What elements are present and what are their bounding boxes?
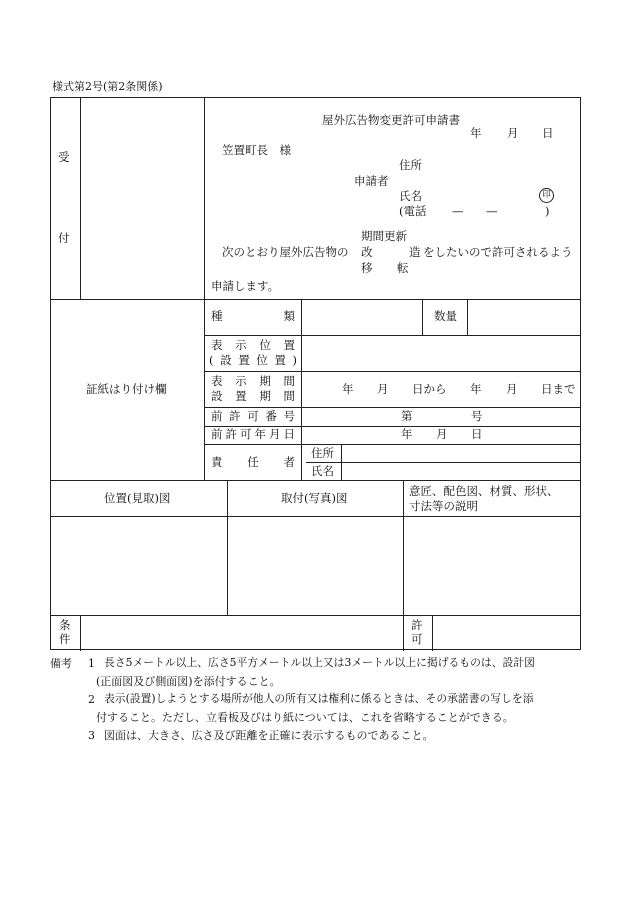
- applicant-label: 申請者: [354, 174, 389, 188]
- period-start-month: 月: [377, 382, 389, 396]
- position-drawing-area[interactable]: [51, 517, 227, 615]
- phone-label: (電話: [399, 204, 427, 218]
- location-label-line-2: ( 設 置 位 置 ): [209, 353, 297, 367]
- rule-period-row: [204, 407, 580, 408]
- period-label-line-1: 表 示 期 間: [211, 374, 295, 388]
- location-label-line-1: 表 示 位 置: [211, 338, 295, 352]
- addressee: 笠置町長 様: [222, 143, 291, 157]
- location-value-field[interactable]: [302, 336, 580, 371]
- period-end-month: 月: [506, 382, 518, 396]
- prev-permit-number-label: 前 許 可 番 号: [211, 409, 295, 423]
- quantity-value-field[interactable]: [468, 300, 580, 335]
- note-3-line-1: 図面は、大きさ、広さ及び距離を正確に表示するものであること。: [104, 729, 434, 742]
- conditions-label-2: 件: [59, 632, 71, 646]
- prev-permit-date-month: 月: [436, 427, 448, 441]
- note-2-line-1: 表示(設置)しようとする場所が他人の所有又は権利に係るときは、その承諾書の写しを添: [104, 692, 534, 705]
- position-drawing-label: 位置(見取)図: [104, 491, 171, 505]
- kind-value-field[interactable]: [302, 300, 422, 335]
- note-2-line-2: 付すること。ただし、立看板及びはり紙については、これを省略することができる。: [96, 711, 514, 724]
- manager-name-field[interactable]: [342, 463, 580, 480]
- phone-dash-1: —: [452, 204, 464, 218]
- rule-details-bottom: [51, 480, 580, 481]
- form-number-title: 様式第2号(第2条関係): [52, 80, 163, 93]
- manager-label: 責 任 者: [211, 455, 295, 469]
- design-label-line-1: 意匠、配色図、材質、形状、: [409, 484, 559, 498]
- note-2-number: 2: [88, 693, 95, 706]
- body-line-2: 申請します。: [211, 279, 280, 293]
- period-end-day: 日まで: [541, 382, 576, 396]
- note-1-line-2: (正面図及び側面図)を添付すること。: [96, 675, 281, 688]
- manager-name-label: 氏名: [311, 464, 334, 478]
- option-alter-2: 造: [409, 245, 421, 259]
- permit-field[interactable]: [433, 616, 580, 651]
- date-day-label: 日: [542, 126, 554, 140]
- prev-permit-date-year: 年: [401, 427, 413, 441]
- conditions-field[interactable]: [81, 616, 403, 651]
- option-renew: 期間更新: [361, 229, 407, 243]
- kind-label: 種 類: [211, 309, 295, 323]
- seal-mark: 印: [539, 188, 554, 203]
- design-description-area[interactable]: [404, 517, 580, 615]
- prev-permit-number-prefix: 第: [401, 409, 413, 423]
- mounting-drawing-area[interactable]: [228, 517, 403, 615]
- applicant-name-label: 氏名: [399, 189, 422, 203]
- conditions-label-1: 条: [59, 618, 71, 632]
- rule-location-row: [204, 371, 580, 372]
- receipt-field[interactable]: [81, 98, 204, 299]
- option-move-2: 転: [397, 261, 409, 275]
- period-start-day: 日から: [412, 382, 447, 396]
- receipt-label-top: 受: [58, 150, 70, 164]
- design-label-line-2: 寸法等の説明: [409, 499, 478, 513]
- phone-dash-2: —: [486, 204, 498, 218]
- notes-heading: 備考: [50, 657, 72, 670]
- prev-permit-date-day: 日: [471, 427, 483, 441]
- period-end-year: 年: [470, 382, 482, 396]
- applicant-address-label: 住所: [399, 158, 422, 172]
- prev-permit-date-label: 前 許 可 年 月 日: [211, 427, 295, 441]
- quantity-label: 数量: [434, 309, 457, 323]
- manager-address-field[interactable]: [342, 445, 580, 462]
- date-month-label: 月: [507, 126, 519, 140]
- rule-left-col: [204, 98, 205, 480]
- phone-close: ): [545, 204, 550, 218]
- permit-label-2: 可: [411, 632, 423, 646]
- body-suffix: をしたいので許可されるよう: [423, 245, 573, 259]
- mounting-drawing-label: 取付(写真)図: [281, 491, 348, 505]
- note-1-line-1: 長さ5メートル以上、広さ5平方メートル以上又は3メートル以上に掲げるものは、設計図: [104, 656, 535, 669]
- manager-address-label: 住所: [311, 446, 334, 460]
- option-alter-1: 改: [361, 245, 373, 259]
- period-label-line-2: 設 置 期 間: [211, 389, 295, 403]
- application-form-frame: [50, 97, 581, 650]
- note-3-number: 3: [88, 729, 95, 742]
- note-1-number: 1: [88, 657, 95, 670]
- stamp-area-label: 証紙はり付け欄: [86, 382, 167, 396]
- receipt-label-bottom: 付: [58, 231, 70, 245]
- application-title: 屋外広告物変更許可申請書: [322, 113, 460, 127]
- period-start-year: 年: [342, 382, 354, 396]
- permit-label-1: 許: [411, 618, 423, 632]
- prev-permit-number-suffix: 号: [471, 409, 483, 423]
- date-year-label: 年: [470, 126, 482, 140]
- rule-quantity-label-left: [422, 299, 423, 335]
- body-prefix: 次のとおり屋外広告物の: [222, 245, 349, 259]
- option-move-1: 移: [361, 261, 373, 275]
